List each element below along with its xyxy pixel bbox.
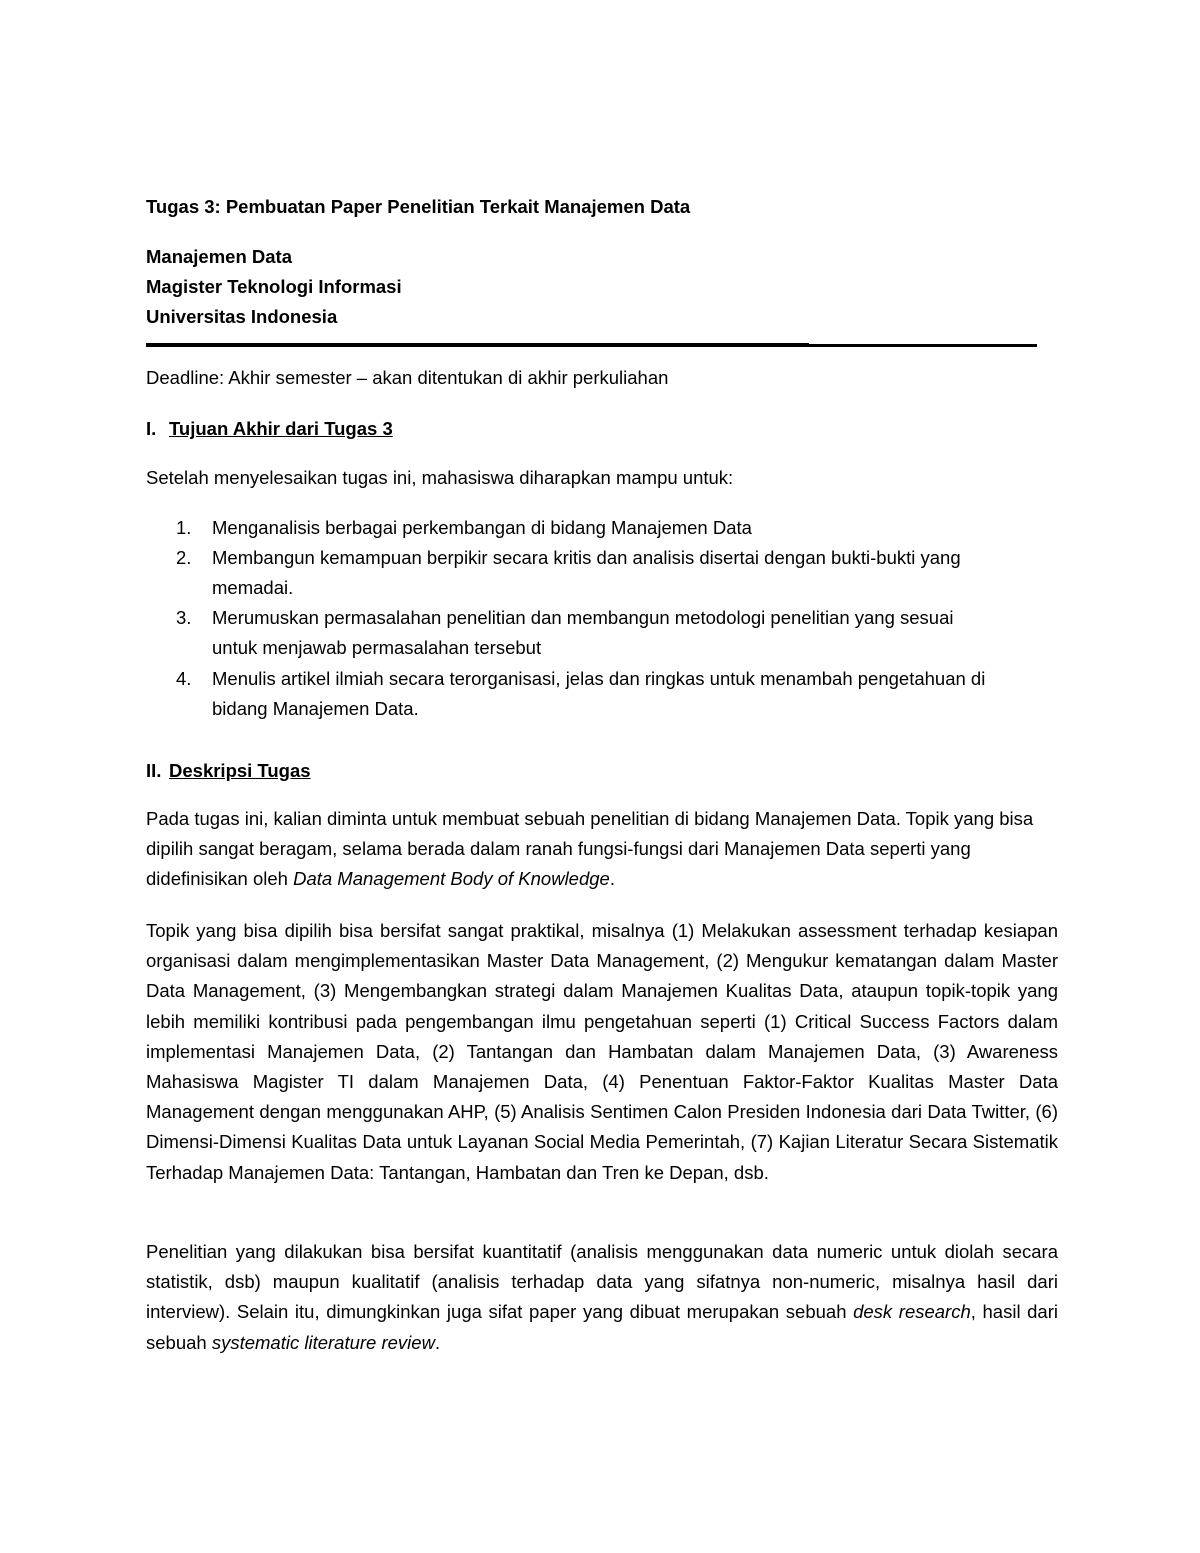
- list-item-text: Menganalisis berbagai perkembangan di bidang Manajemen Data: [212, 517, 752, 538]
- list-item-number: 4.: [176, 668, 192, 689]
- program-name: Magister Teknologi Informasi: [146, 276, 402, 297]
- list-item-number: 2.: [176, 547, 192, 568]
- paragraph-text: Penelitian yang dilakukan bisa bersifat kuantitatif (analisis menggunakan data numeric untuk diolah secara statistik, dsb) maupun kualitatif (analisis terhadap data yang sifatnya non-numeric, misalnya hasil dari interview). Selain itu, dimungkinkan juga sifat paper yang dibuat merupakan sebuah: [146, 1241, 1058, 1323]
- document-title: Tugas 3: Pembuatan Paper Penelitian Terkait Manajemen Data: [146, 196, 691, 217]
- list-item-number: 1.: [176, 517, 192, 538]
- paragraph-text: .: [434, 1331, 441, 1353]
- section2-number: II.: [146, 760, 162, 781]
- section1-intro: Setelah menyelesaikan tugas ini, mahasiswa diharapkan mampu untuk:: [146, 467, 734, 488]
- paragraph-topics: [146, 916, 1058, 1188]
- header-divider-bold: [146, 343, 809, 347]
- list-item-text-continued: bidang Manajemen Data.: [212, 698, 419, 719]
- university-name: Universitas Indonesia: [146, 306, 338, 327]
- paragraph-text: Topik yang bisa dipilih bisa bersifat sangat praktikal, misalnya (1) Melakukan assessment terhadap kesiapan organisasi dalam mengimplementasikan Master Data Management, (2) Mengukur kematangan dalam Master Data Management, (3) Mengembangkan strategi dalam Manajemen Kualitas Data, ataupun topik-topik yang lebih memiliki kontribusi pada pengembangan ilmu pengetahuan seperti (1) Critical Success Factors dalam implementasi Manajemen Data, (2) Tantangan dan Hambatan dalam Manajemen Data, (3) Awareness Mahasiswa Magister TI dalam Manajemen Data, (4) Penentuan Faktor-Faktor Kualitas Master Data Management dengan menggunakan AHP, (5) Analisis Sentimen Calon Presiden Indonesia dari Data Twitter, (6) Dimensi-Dimensi Kualitas Data untuk Layanan Social Media Pemerintah, (7) Kajian Literatur Secara Sistematik Terhadap Manajemen Data: Tantangan, Hambatan dan Tren ke Depan, dsb.: [146, 920, 1058, 1183]
- paragraph-text: Pada tugas ini, kalian diminta untuk membuat sebuah penelitian di bidang Manajemen Data. Topik yang bisa dipilih sangat beragam, selama berada dalam ranah fungsi-fungsi dari Manajemen Data seperti yang didefinisikan oleh: [146, 808, 1034, 890]
- list-item-text: Menulis artikel ilmiah secara terorganisasi, jelas dan ringkas untuk menambah pengetahuan di: [212, 668, 986, 689]
- list-item-text-continued: untuk menjawab permasalahan tersebut: [212, 637, 542, 658]
- slr-emphasis: systematic literature review: [211, 1331, 435, 1353]
- list-item-number: 3.: [176, 607, 192, 628]
- paragraph-research-type: [146, 1237, 1058, 1358]
- section1-number: I.: [146, 418, 157, 439]
- paragraph-text: .: [609, 868, 615, 890]
- section1-heading: Tujuan Akhir dari Tugas 3: [169, 418, 393, 439]
- course-name: Manajemen Data: [146, 246, 292, 267]
- paragraph-text: , hasil dari sebuah: [146, 1301, 1058, 1353]
- paragraph-intro: [146, 804, 1061, 895]
- list-item-text-continued: memadai.: [212, 577, 294, 598]
- list-item-text: Membangun kemampuan berpikir secara kritis dan analisis disertai dengan bukti-bukti yang: [212, 547, 961, 568]
- deadline-text: Deadline: Akhir semester – akan ditentukan di akhir perkuliahan: [146, 367, 669, 388]
- section2-heading: Deskripsi Tugas: [169, 760, 311, 781]
- dmbok-emphasis: Data Management Body of Knowledge: [293, 868, 610, 890]
- desk-research-emphasis: desk research: [853, 1301, 971, 1323]
- list-item-text: Merumuskan permasalahan penelitian dan membangun metodologi penelitian yang sesuai: [212, 607, 954, 628]
